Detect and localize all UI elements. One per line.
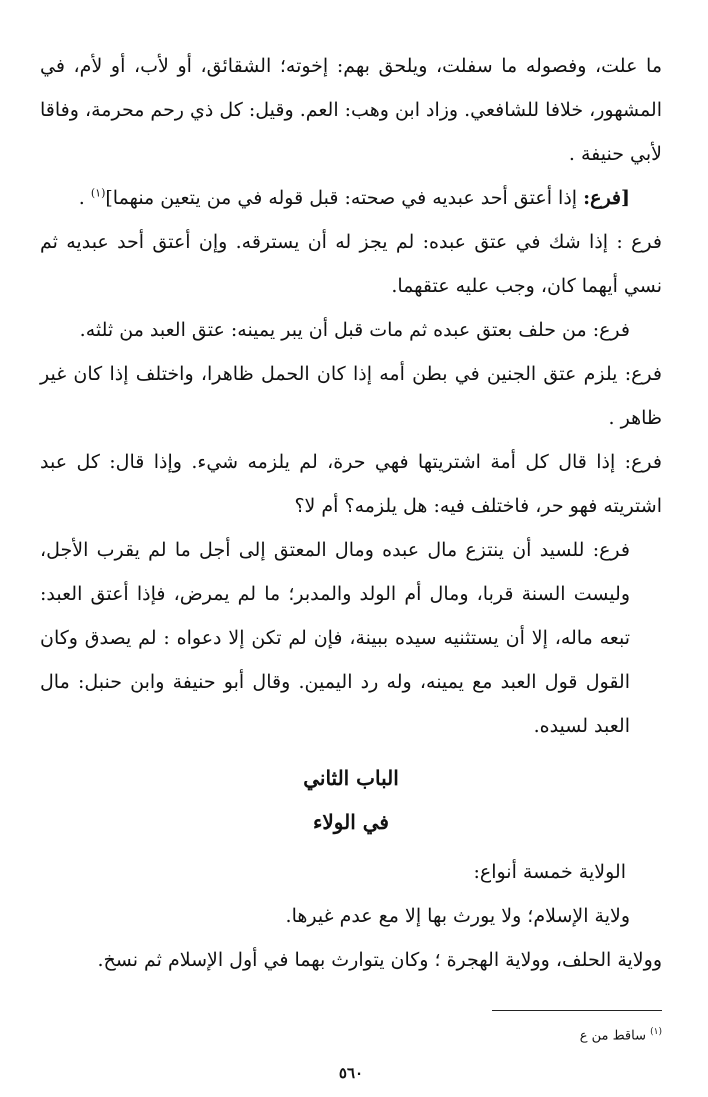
list-item: ولاية الإسلام؛ ولا يورث بها إلا مع عدم غيرها. (285, 905, 630, 927)
paragraph-branch-oath (40, 308, 662, 352)
chapter-subtitle: في الولاء (313, 810, 389, 834)
footnote-divider (492, 1010, 662, 1011)
paragraph-text: فرع: يلزم عتق الجنين في بطن أمه إذا كان الحمل ظاهرا، واختلف إذا كان غير ظاهر . (40, 363, 662, 429)
paragraph-kin-emancipation (40, 44, 662, 176)
paragraph-text: إذا أعتق أحد عبديه في صحته: قبل قوله في من يتعين منهما] (105, 187, 584, 209)
paragraph-branch-fetus (40, 352, 662, 440)
footnote-text: ساقط من ع (579, 1028, 646, 1044)
branch-label: [فرع: (583, 187, 630, 209)
paragraph-branch-doubt (40, 220, 662, 308)
paragraph-branch-two-slaves (40, 176, 662, 220)
page-number: ٥٦٠ (338, 1064, 364, 1082)
footnote-reference: (١) (90, 186, 106, 200)
chapter-title: الباب الثاني (303, 766, 399, 790)
list-item: وولاية الحلف، وولاية الهجرة ؛ وكان يتوارث بهما في أول الإسلام ثم نسخ. (97, 949, 662, 971)
book-page (40, 44, 662, 1082)
paragraph-text: فرع: من حلف بعتق عبده ثم مات قبل أن يبر يمينه: عتق العبد من ثلثه. (79, 319, 630, 341)
paragraph-text: فرع : إذا شك في عتق عبده: لم يجز له أن يسترقه. وإن أعتق أحد عبديه ثم نسي أيهما كان، وجب عليه عتقهما. (40, 231, 662, 297)
paragraph-tail: . (78, 187, 91, 209)
paragraph-text: ما علت، وفصوله ما سفلت، ويلحق بهم: إخوته؛ الشقائق، أو لأب، أو لأم، في المشهور، خلافا للشافعي. وزاد ابن وهب: العم. وقيل: كل ذي رحم محرمة، وفاقا لأبي حنيفة . (40, 55, 662, 165)
list-intro: الولاية خمسة أنواع: (473, 861, 626, 883)
paragraph-text: فرع: للسيد أن ينتزع مال عبده ومال المعتق إلى أجل ما لم يقرب الأجل، وليست السنة قربا، ومال أم الولد والمدبر؛ ما لم يمرض، فإذا أعتق العبد: تبعه ماله، إلا أن يستثنيه سيده ببينة، فإن لم تكن إلا دعواه : لم يصدق وكان القول قول العبد مع يمينه، وله رد اليمين. وقال أبو حنيفة وابن حنبل: مال العبد لسيده. (40, 539, 630, 737)
paragraph-branch-master-property (40, 528, 662, 748)
paragraph-branch-purchase (40, 440, 662, 528)
paragraph-text: فرع: إذا قال كل أمة اشتريتها فهي حرة، لم يلزمه شيء. وإذا قال: كل عبد اشتريته فهو حر، فاختلف فيه: هل يلزمه؟ أم لا؟ (40, 451, 662, 517)
footnote-mark: (١) (650, 1027, 662, 1037)
footnote (580, 1022, 662, 1046)
